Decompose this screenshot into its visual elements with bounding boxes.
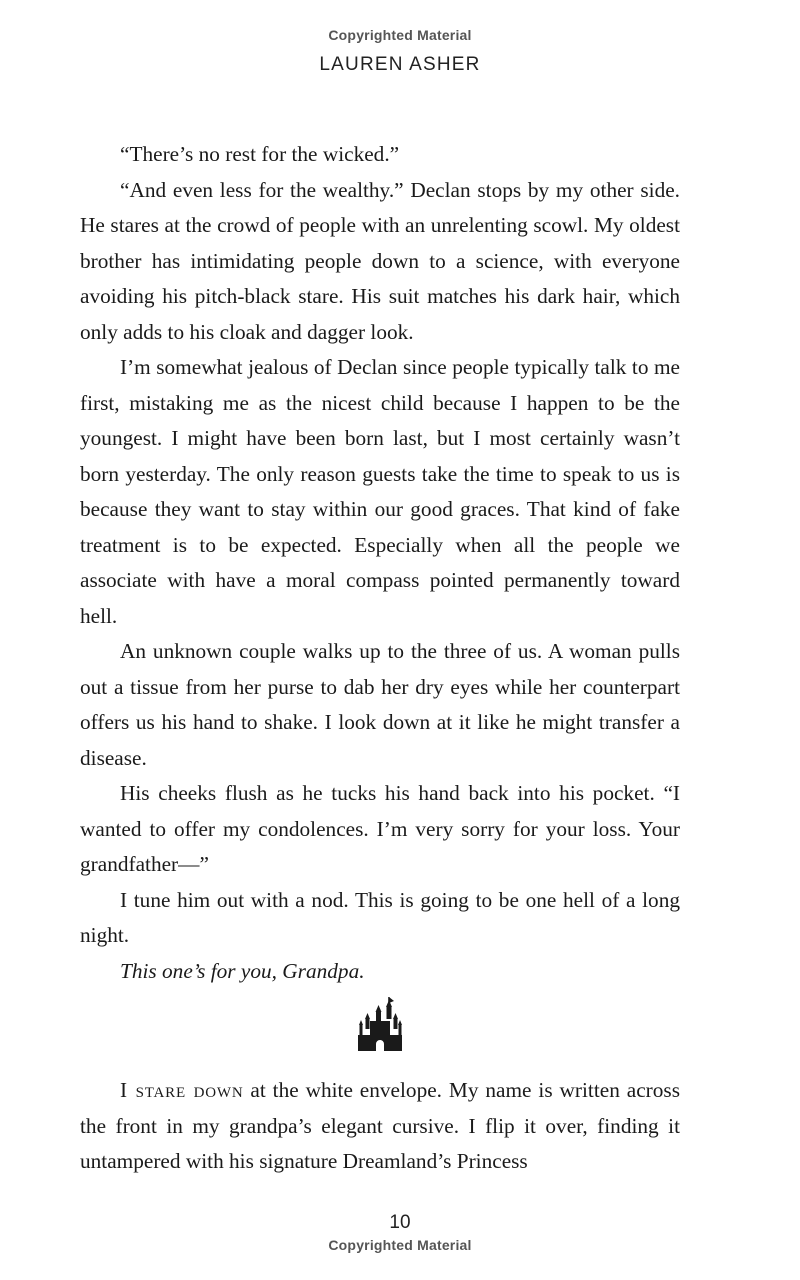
paragraph-1: “There’s no rest for the wicked.” — [120, 142, 400, 166]
section-opening-paragraph — [80, 1073, 680, 1180]
paragraph-5: His cheeks flush as he tucks his hand back into his pocket. “I wanted to offer my condolences. I’m very sorry for your loss. Your grandfather—” — [80, 781, 680, 876]
paragraph-4: An unknown couple walks up to the three of us. A woman pulls out a tissue from her purse to dab her dry eyes while her counterpart offers us his hand to shake. I look down at it like he might transfer a disease. — [80, 639, 680, 770]
running-head-author: LAUREN ASHER — [319, 54, 481, 75]
section-break — [80, 989, 680, 1073]
page-body — [80, 137, 680, 1180]
page-number: 10 — [389, 1212, 411, 1233]
copyright-watermark-top: Copyrighted Material — [328, 27, 472, 43]
castle-icon — [357, 997, 403, 1051]
paragraph-6: I tune him out with a nod. This is going to be one hell of a long night. — [80, 887, 680, 947]
italic-dedication-line: This one’s for you, Grandpa. — [120, 958, 365, 983]
section-opening-text: at the white envelope. My name is written across the front in my grandpa’s elegant cursive. I flip it over, finding it untampered with his signature Dreamland’s Princess — [80, 1078, 680, 1173]
paragraph-2: “And even less for the wealthy.” Declan stops by my other side. He stares at the crowd of people with an unrelenting scowl. My oldest brother has intimidating people down to a science, with everyone avoiding his pitch-black stare. His suit matches his dark hair, which only adds to his cloak and dagger look. — [80, 177, 680, 344]
paragraph-3: I’m somewhat jealous of Declan since people typically talk to me first, mistaking me as the nicest child because I happen to be the youngest. I might have been born last, but I most certainly wasn’t born yesterday. The only reason guests take the time to speak to us is because they want to stay within our good graces. That kind of fake treatment is to be expected. Especially when all the people we associate with have a moral compass pointed permanently toward hell. — [80, 355, 680, 628]
copyright-watermark-bottom: Copyrighted Material — [328, 1237, 472, 1253]
smallcaps-lead-in: I stare down — [120, 1078, 244, 1102]
